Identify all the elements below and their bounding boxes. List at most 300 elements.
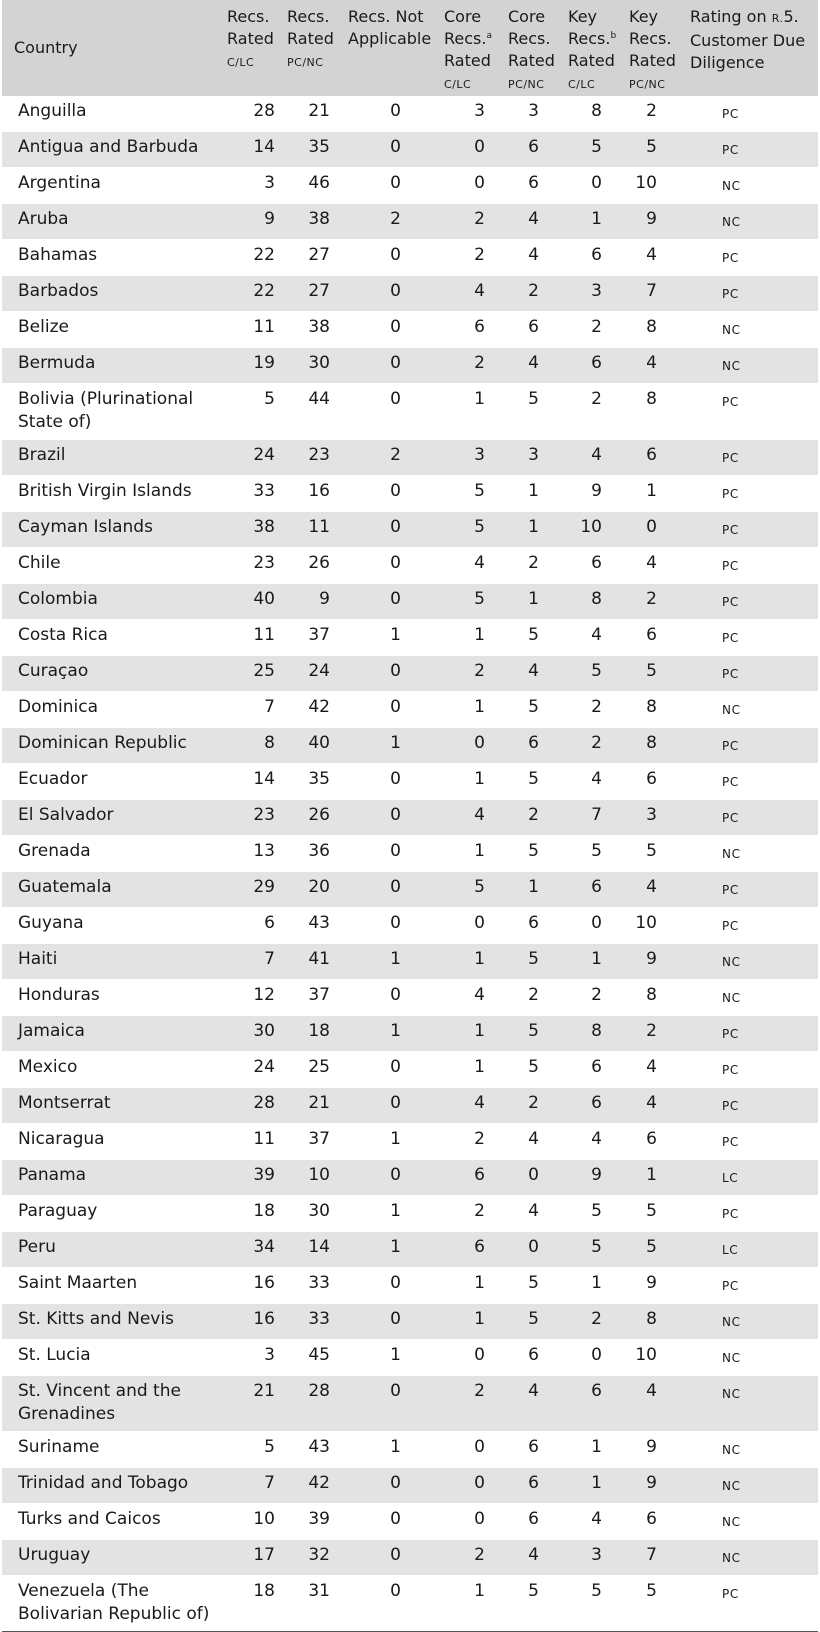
country-cell: St. Vincent and the Grenadines (18, 1381, 181, 1424)
table-row (2, 96, 818, 132)
table-row (2, 980, 818, 1016)
country-cell: Belize (18, 317, 69, 337)
recs-rated-c-lc-cell: 14 (253, 137, 275, 157)
recs-rated-pc-nc-cell: 36 (308, 841, 330, 861)
recs-rated-c-lc-cell: 34 (253, 1237, 275, 1257)
core-recs-pc-nc-cell: 4 (528, 1381, 539, 1401)
core-recs-c-lc-cell: 5 (474, 877, 485, 897)
key-recs-pc-nc-cell: 1 (646, 1165, 657, 1185)
country-cell: Jamaica (18, 1021, 85, 1041)
recs-rated-c-lc-cell: 22 (253, 245, 275, 265)
key-recs-c-lc-cell: 3 (591, 281, 602, 301)
core-recs-c-lc-cell: 1 (474, 949, 485, 969)
country-cell: Anguilla (18, 101, 87, 121)
core-recs-c-lc-cell: 5 (474, 589, 485, 609)
key-recs-pc-nc-cell: 9 (646, 1273, 657, 1293)
table-row (2, 1088, 818, 1124)
key-recs-c-lc-cell: 7 (591, 805, 602, 825)
core-recs-c-lc-cell: 1 (474, 389, 485, 409)
country-cell: Dominica (18, 697, 99, 717)
recs-rated-pc-nc-cell: 32 (308, 1545, 330, 1565)
core-recs-c-lc-cell: 0 (474, 913, 485, 933)
table-row (2, 512, 818, 548)
recs-not-applicable-cell: 2 (390, 445, 401, 465)
core-recs-pc-nc-cell: 2 (528, 1093, 539, 1113)
recs-rated-pc-nc-cell: 9 (319, 589, 330, 609)
table-row (2, 1124, 818, 1160)
core-recs-pc-nc-cell: 5 (528, 1581, 539, 1601)
recs-rated-pc-nc-cell: 45 (308, 1345, 330, 1365)
key-recs-pc-nc-cell: 7 (646, 281, 657, 301)
table-row (2, 1232, 818, 1268)
recs-rated-c-lc-cell: 11 (253, 1129, 275, 1149)
recs-not-applicable-cell: 0 (390, 1473, 401, 1493)
recs-rated-c-lc-cell: 17 (253, 1545, 275, 1565)
recs-not-applicable-cell: 0 (390, 697, 401, 717)
table-row (2, 872, 818, 908)
recs-rated-pc-nc-cell: 43 (308, 913, 330, 933)
table-row (2, 764, 818, 800)
recs-rated-c-lc-cell: 11 (253, 317, 275, 337)
country-cell: Chile (18, 553, 61, 573)
table-row (2, 440, 818, 476)
table-row (2, 1160, 818, 1196)
recs-not-applicable-cell: 0 (390, 317, 401, 337)
core-recs-c-lc-cell: 2 (474, 1129, 485, 1149)
recs-rated-c-lc-cell: 28 (253, 101, 275, 121)
table-row (2, 168, 818, 204)
key-recs-c-lc-cell: 8 (591, 589, 602, 609)
key-recs-pc-nc-cell: 10 (635, 1345, 657, 1365)
recs-rated-pc-nc-cell: 42 (308, 1473, 330, 1493)
country-cell: Mexico (18, 1057, 78, 1077)
core-recs-pc-nc-cell: 1 (528, 589, 539, 609)
recs-rated-c-lc-cell: 14 (253, 769, 275, 789)
country-cell: Bahamas (18, 245, 98, 265)
rating-cell: PC (722, 1063, 739, 1077)
key-recs-pc-nc-cell: 1 (646, 481, 657, 501)
recs-not-applicable-cell: 0 (390, 661, 401, 681)
recs-not-applicable-cell: 0 (390, 1165, 401, 1185)
rating-cell: NC (722, 991, 741, 1005)
recs-rated-pc-nc-cell: 26 (308, 553, 330, 573)
country-cell: Ecuador (18, 769, 88, 789)
table-row (2, 656, 818, 692)
core-recs-c-lc-cell: 6 (474, 1237, 485, 1257)
recs-rated-c-lc-cell: 16 (253, 1309, 275, 1329)
core-recs-pc-nc-cell: 5 (528, 1309, 539, 1329)
recs-rated-c-lc-cell: 28 (253, 1093, 275, 1113)
core-recs-pc-nc-cell: 0 (528, 1165, 539, 1185)
recs-not-applicable-cell: 0 (390, 137, 401, 157)
col-header-key-recs-pc-nc: Key Recs. Rated PC/NC (629, 7, 676, 91)
country-cell: Curaçao (18, 661, 89, 681)
core-recs-pc-nc-cell: 4 (528, 245, 539, 265)
col-header-recs-not-applicable: Recs. Not Applicable (348, 7, 432, 48)
recs-rated-pc-nc-cell: 38 (308, 209, 330, 229)
recs-rated-pc-nc-cell: 41 (308, 949, 330, 969)
rating-cell: PC (722, 395, 739, 409)
recs-not-applicable-cell: 0 (390, 101, 401, 121)
recs-rated-c-lc-cell: 23 (253, 553, 275, 573)
key-recs-pc-nc-cell: 6 (646, 625, 657, 645)
core-recs-pc-nc-cell: 4 (528, 1129, 539, 1149)
key-recs-c-lc-cell: 2 (591, 1309, 602, 1329)
recs-not-applicable-cell: 1 (390, 949, 401, 969)
key-recs-c-lc-cell: 6 (591, 877, 602, 897)
recs-rated-c-lc-cell: 3 (264, 173, 275, 193)
country-cell: Antigua and Barbuda (18, 137, 199, 157)
core-recs-c-lc-cell: 2 (474, 353, 485, 373)
core-recs-pc-nc-cell: 2 (528, 553, 539, 573)
rating-cell: PC (722, 487, 739, 501)
key-recs-pc-nc-cell: 4 (646, 1093, 657, 1113)
recs-not-applicable-cell: 1 (390, 733, 401, 753)
recs-not-applicable-cell: 2 (390, 209, 401, 229)
key-recs-c-lc-cell: 6 (591, 1093, 602, 1113)
key-recs-c-lc-cell: 8 (591, 1021, 602, 1041)
key-recs-c-lc-cell: 6 (591, 1057, 602, 1077)
key-recs-pc-nc-cell: 10 (635, 913, 657, 933)
core-recs-c-lc-cell: 1 (474, 1273, 485, 1293)
core-recs-c-lc-cell: 6 (474, 317, 485, 337)
core-recs-c-lc-cell: 1 (474, 1309, 485, 1329)
recs-rated-pc-nc-cell: 37 (308, 985, 330, 1005)
core-recs-c-lc-cell: 0 (474, 1437, 485, 1457)
col-header-core-recs-pc-nc: Core Recs. Rated PC/NC (508, 7, 555, 91)
key-recs-pc-nc-cell: 4 (646, 877, 657, 897)
rating-cell: PC (722, 1207, 739, 1221)
key-recs-pc-nc-cell: 5 (646, 1201, 657, 1221)
key-recs-pc-nc-cell: 4 (646, 353, 657, 373)
key-recs-pc-nc-cell: 8 (646, 697, 657, 717)
country-cell: Aruba (18, 209, 69, 229)
col-header-key-recs-c-lc: Key Recs.$^b$ Rated C/LC (568, 7, 617, 91)
country-cell: Uruguay (18, 1545, 91, 1565)
key-recs-pc-nc-cell: 6 (646, 445, 657, 465)
recs-rated-pc-nc-cell: 25 (308, 1057, 330, 1077)
recs-not-applicable-cell: 0 (390, 1057, 401, 1077)
country-cell: Nicaragua (18, 1129, 105, 1149)
key-recs-pc-nc-cell: 4 (646, 1381, 657, 1401)
country-cell: El Salvador (18, 805, 114, 825)
recs-rated-pc-nc-cell: 42 (308, 697, 330, 717)
core-recs-c-lc-cell: 4 (474, 281, 485, 301)
recs-rated-c-lc-cell: 5 (264, 389, 275, 409)
recs-not-applicable-cell: 0 (390, 985, 401, 1005)
key-recs-pc-nc-cell: 4 (646, 553, 657, 573)
table-row (2, 836, 818, 872)
table-row (2, 1540, 818, 1576)
recs-rated-pc-nc-cell: 21 (308, 1093, 330, 1113)
recs-rated-pc-nc-cell: 28 (308, 1381, 330, 1401)
recs-rated-c-lc-cell: 6 (264, 913, 275, 933)
recs-rated-c-lc-cell: 21 (253, 1381, 275, 1401)
key-recs-pc-nc-cell: 8 (646, 317, 657, 337)
key-recs-c-lc-cell: 1 (591, 209, 602, 229)
core-recs-c-lc-cell: 2 (474, 661, 485, 681)
table-row (2, 728, 818, 764)
core-recs-pc-nc-cell: 0 (528, 1237, 539, 1257)
col-header-recs-rated-c-lc: Recs. Rated C/LC (227, 7, 274, 69)
core-recs-pc-nc-cell: 5 (528, 389, 539, 409)
country-cell: Saint Maarten (18, 1273, 138, 1293)
table-row (2, 312, 818, 348)
recs-rated-c-lc-cell: 38 (253, 517, 275, 537)
recs-rated-c-lc-cell: 25 (253, 661, 275, 681)
core-recs-c-lc-cell: 1 (474, 697, 485, 717)
table-row (2, 1432, 818, 1468)
key-recs-c-lc-cell: 6 (591, 553, 602, 573)
table-row (2, 620, 818, 656)
recs-not-applicable-cell: 0 (390, 1509, 401, 1529)
recs-not-applicable-cell: 0 (390, 589, 401, 609)
country-cell: Argentina (18, 173, 101, 193)
core-recs-pc-nc-cell: 5 (528, 841, 539, 861)
core-recs-c-lc-cell: 4 (474, 1093, 485, 1113)
core-recs-c-lc-cell: 3 (474, 101, 485, 121)
country-cell: St. Kitts and Nevis (18, 1309, 174, 1329)
key-recs-c-lc-cell: 2 (591, 317, 602, 337)
rating-cell: NC (722, 955, 741, 969)
key-recs-pc-nc-cell: 9 (646, 949, 657, 969)
ratings-table (2, 0, 818, 1632)
key-recs-pc-nc-cell: 5 (646, 841, 657, 861)
key-recs-pc-nc-cell: 6 (646, 1509, 657, 1529)
core-recs-c-lc-cell: 2 (474, 1381, 485, 1401)
country-cell: Costa Rica (18, 625, 108, 645)
core-recs-c-lc-cell: 0 (474, 173, 485, 193)
recs-not-applicable-cell: 0 (390, 1545, 401, 1565)
table-row (2, 1504, 818, 1540)
recs-not-applicable-cell: 0 (390, 769, 401, 789)
key-recs-pc-nc-cell: 5 (646, 1237, 657, 1257)
recs-not-applicable-cell: 0 (390, 877, 401, 897)
rating-cell: PC (722, 667, 739, 681)
rating-cell: PC (722, 595, 739, 609)
core-recs-pc-nc-cell: 6 (528, 913, 539, 933)
key-recs-c-lc-cell: 4 (591, 769, 602, 789)
country-cell: St. Lucia (18, 1345, 91, 1365)
recs-rated-c-lc-cell: 19 (253, 353, 275, 373)
table-row (2, 1304, 818, 1340)
key-recs-pc-nc-cell: 3 (646, 805, 657, 825)
country-cell: Suriname (18, 1437, 100, 1457)
key-recs-c-lc-cell: 2 (591, 733, 602, 753)
key-recs-c-lc-cell: 5 (591, 1201, 602, 1221)
key-recs-pc-nc-cell: 5 (646, 137, 657, 157)
rating-cell: PC (722, 811, 739, 825)
core-recs-pc-nc-cell: 4 (528, 661, 539, 681)
recs-not-applicable-cell: 0 (390, 805, 401, 825)
core-recs-pc-nc-cell: 4 (528, 1545, 539, 1565)
country-cell: Haiti (18, 949, 58, 969)
recs-rated-c-lc-cell: 22 (253, 281, 275, 301)
core-recs-c-lc-cell: 0 (474, 137, 485, 157)
table-row (2, 276, 818, 312)
header-row (2, 0, 818, 96)
country-cell: Turks and Caicos (18, 1509, 161, 1529)
recs-not-applicable-cell: 0 (390, 281, 401, 301)
rating-cell: PC (722, 1099, 739, 1113)
core-recs-c-lc-cell: 2 (474, 1545, 485, 1565)
recs-rated-pc-nc-cell: 37 (308, 625, 330, 645)
table-row (2, 1340, 818, 1376)
core-recs-pc-nc-cell: 6 (528, 173, 539, 193)
key-recs-c-lc-cell: 2 (591, 697, 602, 717)
rating-cell: NC (722, 1387, 741, 1401)
recs-rated-pc-nc-cell: 23 (308, 445, 330, 465)
recs-rated-c-lc-cell: 23 (253, 805, 275, 825)
recs-not-applicable-cell: 0 (390, 517, 401, 537)
rating-cell: PC (722, 1587, 739, 1601)
rating-cell: PC (722, 1135, 739, 1149)
table-body (2, 96, 818, 1632)
key-recs-pc-nc-cell: 0 (646, 517, 657, 537)
key-recs-c-lc-cell: 5 (591, 661, 602, 681)
country-cell: Cayman Islands (18, 517, 153, 537)
recs-not-applicable-cell: 0 (390, 389, 401, 409)
country-cell: Dominican Republic (18, 733, 187, 753)
country-cell: Brazil (18, 445, 66, 465)
core-recs-pc-nc-cell: 5 (528, 1021, 539, 1041)
country-cell: Paraguay (18, 1201, 98, 1221)
country-cell: Panama (18, 1165, 87, 1185)
core-recs-c-lc-cell: 0 (474, 733, 485, 753)
recs-rated-pc-nc-cell: 35 (308, 769, 330, 789)
table-row (2, 204, 818, 240)
recs-rated-c-lc-cell: 39 (253, 1165, 275, 1185)
key-recs-pc-nc-cell: 2 (646, 589, 657, 609)
table-row (2, 944, 818, 980)
recs-rated-pc-nc-cell: 44 (308, 389, 330, 409)
country-cell: Trinidad and Tobago (18, 1473, 189, 1493)
country-cell: Grenada (18, 841, 91, 861)
core-recs-pc-nc-cell: 5 (528, 769, 539, 789)
rating-cell: PC (722, 739, 739, 753)
recs-rated-c-lc-cell: 18 (253, 1581, 275, 1601)
recs-not-applicable-cell: 0 (390, 481, 401, 501)
recs-rated-c-lc-cell: 8 (264, 733, 275, 753)
recs-not-applicable-cell: 1 (390, 1129, 401, 1149)
recs-not-applicable-cell: 0 (390, 913, 401, 933)
key-recs-pc-nc-cell: 4 (646, 1057, 657, 1077)
country-cell: Venezuela (The Bolivarian Republic of) (18, 1581, 210, 1624)
core-recs-pc-nc-cell: 5 (528, 697, 539, 717)
rating-cell: NC (722, 1351, 741, 1365)
table-row (2, 1196, 818, 1232)
core-recs-pc-nc-cell: 2 (528, 281, 539, 301)
key-recs-c-lc-cell: 6 (591, 353, 602, 373)
col-header-recs-rated-pc-nc: Recs. Rated PC/NC (287, 7, 334, 69)
core-recs-c-lc-cell: 1 (474, 625, 485, 645)
key-recs-c-lc-cell: 4 (591, 1129, 602, 1149)
recs-rated-pc-nc-cell: 30 (308, 1201, 330, 1221)
table-row (2, 1268, 818, 1304)
key-recs-pc-nc-cell: 2 (646, 101, 657, 121)
key-recs-pc-nc-cell: 9 (646, 1437, 657, 1457)
rating-cell: PC (722, 631, 739, 645)
table-row (2, 1376, 818, 1432)
core-recs-c-lc-cell: 1 (474, 1581, 485, 1601)
recs-not-applicable-cell: 1 (390, 1345, 401, 1365)
core-recs-c-lc-cell: 1 (474, 1057, 485, 1077)
core-recs-c-lc-cell: 5 (474, 481, 485, 501)
key-recs-c-lc-cell: 6 (591, 245, 602, 265)
core-recs-pc-nc-cell: 2 (528, 805, 539, 825)
key-recs-pc-nc-cell: 7 (646, 1545, 657, 1565)
key-recs-c-lc-cell: 5 (591, 137, 602, 157)
table-row (2, 908, 818, 944)
recs-rated-c-lc-cell: 7 (264, 1473, 275, 1493)
core-recs-pc-nc-cell: 3 (528, 101, 539, 121)
recs-rated-c-lc-cell: 33 (253, 481, 275, 501)
rating-cell: PC (722, 775, 739, 789)
core-recs-c-lc-cell: 6 (474, 1165, 485, 1185)
key-recs-c-lc-cell: 2 (591, 985, 602, 1005)
recs-rated-c-lc-cell: 40 (253, 589, 275, 609)
core-recs-c-lc-cell: 5 (474, 517, 485, 537)
key-recs-c-lc-cell: 5 (591, 841, 602, 861)
key-recs-c-lc-cell: 5 (591, 1237, 602, 1257)
core-recs-c-lc-cell: 2 (474, 209, 485, 229)
recs-rated-pc-nc-cell: 11 (308, 517, 330, 537)
rating-cell: PC (722, 107, 739, 121)
recs-rated-pc-nc-cell: 33 (308, 1273, 330, 1293)
recs-not-applicable-cell: 1 (390, 625, 401, 645)
key-recs-pc-nc-cell: 9 (646, 1473, 657, 1493)
key-recs-c-lc-cell: 5 (591, 1581, 602, 1601)
rating-cell: NC (722, 703, 741, 717)
recs-rated-pc-nc-cell: 24 (308, 661, 330, 681)
recs-rated-c-lc-cell: 5 (264, 1437, 275, 1457)
recs-rated-pc-nc-cell: 20 (308, 877, 330, 897)
table-row (2, 240, 818, 276)
country-cell: Bermuda (18, 353, 96, 373)
rating-cell: PC (722, 919, 739, 933)
rating-cell: NC (722, 359, 741, 373)
recs-rated-pc-nc-cell: 46 (308, 173, 330, 193)
core-recs-pc-nc-cell: 5 (528, 1273, 539, 1293)
country-cell: Barbados (18, 281, 99, 301)
recs-not-applicable-cell: 0 (390, 1273, 401, 1293)
recs-rated-c-lc-cell: 18 (253, 1201, 275, 1221)
key-recs-c-lc-cell: 6 (591, 1381, 602, 1401)
core-recs-pc-nc-cell: 6 (528, 733, 539, 753)
table-row (2, 584, 818, 620)
core-recs-pc-nc-cell: 3 (528, 445, 539, 465)
rating-cell: LC (722, 1171, 739, 1185)
table-row (2, 692, 818, 728)
key-recs-pc-nc-cell: 5 (646, 1581, 657, 1601)
recs-rated-pc-nc-cell: 26 (308, 805, 330, 825)
core-recs-pc-nc-cell: 6 (528, 1437, 539, 1457)
table-row (2, 132, 818, 168)
table-row (2, 800, 818, 836)
rating-cell: NC (722, 1479, 741, 1493)
table-row (2, 476, 818, 512)
core-recs-pc-nc-cell: 6 (528, 1345, 539, 1365)
recs-rated-c-lc-cell: 24 (253, 1057, 275, 1077)
country-cell: Peru (18, 1237, 56, 1257)
core-recs-c-lc-cell: 0 (474, 1345, 485, 1365)
key-recs-c-lc-cell: 8 (591, 101, 602, 121)
core-recs-c-lc-cell: 4 (474, 553, 485, 573)
country-cell: Bolivia (Plurinational State of) (18, 389, 194, 432)
key-recs-c-lc-cell: 0 (591, 1345, 602, 1365)
recs-rated-c-lc-cell: 10 (253, 1509, 275, 1529)
rating-cell: NC (722, 179, 741, 193)
